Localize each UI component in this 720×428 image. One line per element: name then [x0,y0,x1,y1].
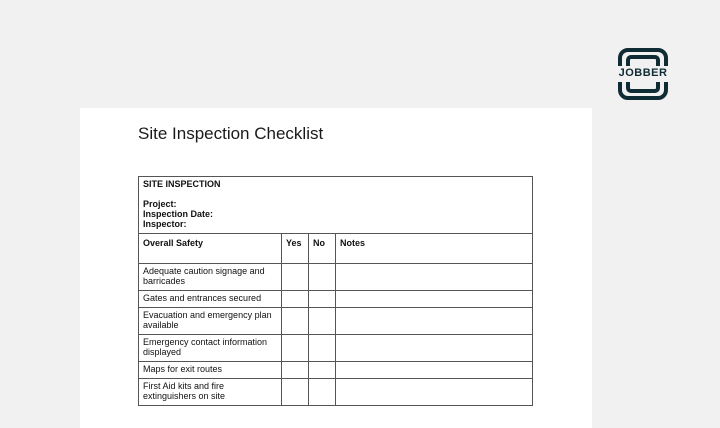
no-cell[interactable] [309,335,336,362]
document-page [80,108,592,428]
table-row [139,379,533,406]
table-row [139,291,533,308]
notes-cell[interactable] [336,335,533,362]
yes-cell[interactable] [282,362,309,379]
table-row [139,335,533,362]
notes-cell[interactable] [336,308,533,335]
yes-cell[interactable] [282,379,309,406]
notes-cell[interactable] [336,362,533,379]
yes-cell[interactable] [282,335,309,362]
no-cell[interactable] [309,291,336,308]
yes-cell[interactable] [282,291,309,308]
table-row [139,308,533,335]
row-item: Gates and entrances secured [139,291,282,308]
site-inspection-info [139,177,533,234]
field-project: Project: [143,199,177,209]
document-title: Site Inspection Checklist [138,124,324,143]
no-cell[interactable] [309,379,336,406]
row-item: First Aid kits and fire extinguishers on site [139,379,282,406]
row-item: Adequate caution signage and barricades [139,264,282,291]
section-title: SITE INSPECTION [143,179,221,189]
col-notes: Notes [336,234,533,264]
no-cell[interactable] [309,362,336,379]
yes-cell[interactable] [282,264,309,291]
yes-cell[interactable] [282,308,309,335]
notes-cell[interactable] [336,264,533,291]
jobber-logo [612,46,674,102]
row-item: Evacuation and emergency plan available [139,308,282,335]
logo-text: JOBBER [612,67,674,79]
header-row [139,234,533,264]
field-inspector: Inspector: [143,219,187,229]
checklist-table [138,176,533,406]
no-cell[interactable] [309,264,336,291]
table-row [139,264,533,291]
table-row [139,362,533,379]
col-no: No [309,234,336,264]
notes-cell[interactable] [336,291,533,308]
col-yes: Yes [282,234,309,264]
notes-cell[interactable] [336,379,533,406]
row-item: Maps for exit routes [139,362,282,379]
row-item: Emergency contact information displayed [139,335,282,362]
col-overall-safety: Overall Safety [139,234,282,264]
field-inspection-date: Inspection Date: [143,209,214,219]
no-cell[interactable] [309,308,336,335]
